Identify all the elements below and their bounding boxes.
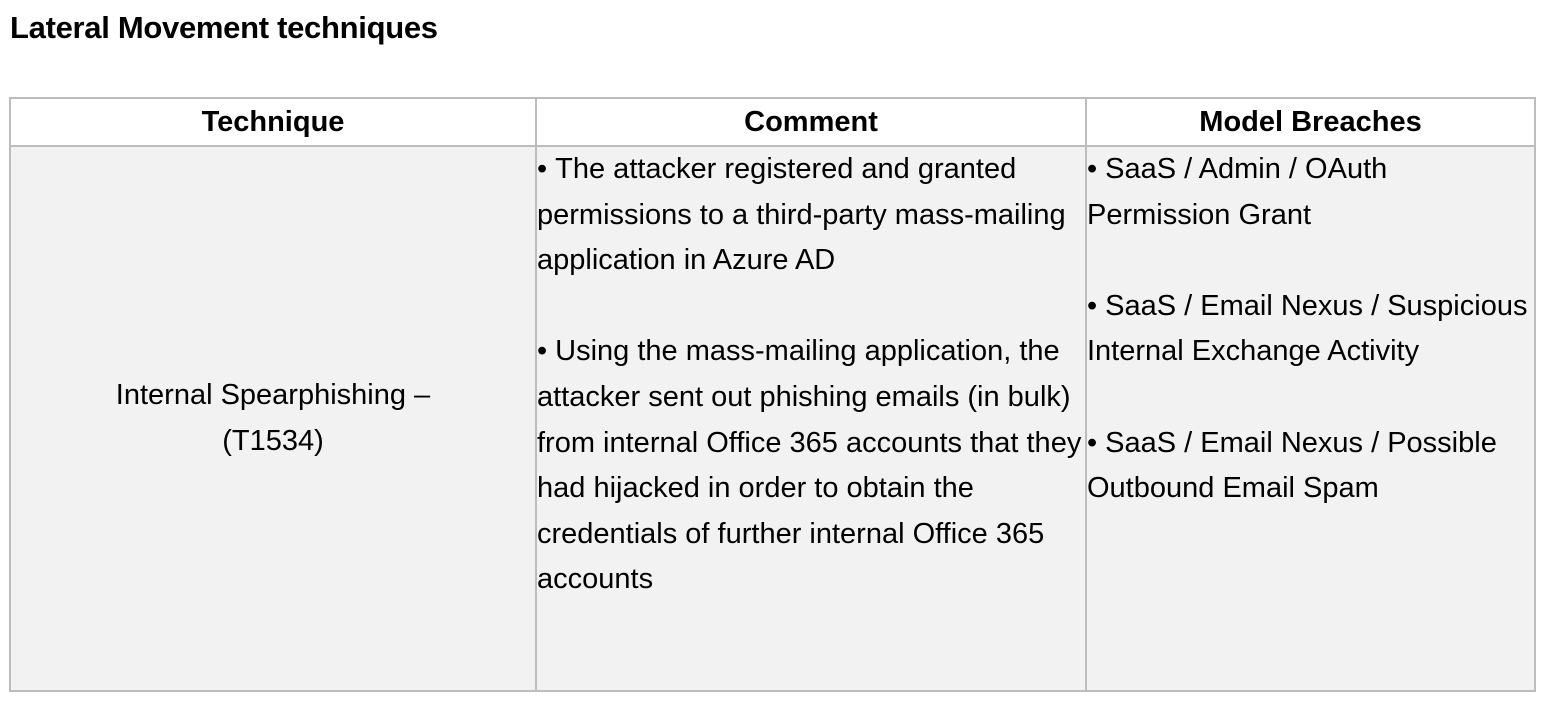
technique-name: Internal Spearphishing – [115,378,431,411]
paragraph-spacer [537,284,1085,330]
bullet-icon: • [537,153,548,185]
document-title: Lateral Movement techniques [10,10,438,45]
technique-id: (T1534) [222,424,324,457]
bullet-icon: • [537,335,548,368]
comment-item [537,147,1085,284]
model-breach-text: SaaS / Admin / OAuth Permission Grant [1087,153,1388,231]
column-header-comment: Comment [536,98,1086,146]
paragraph-spacer [1087,375,1534,421]
table-header-row [10,98,1535,146]
model-breach-item [1087,421,1534,512]
table-row [10,146,1535,691]
comment-text: Using the mass-mailing application, the attacker sent out phishing emails (in bulk) from internal Office 365 accounts that they had hijacked in order to obtain the credentials of further internal Office 365 accounts [537,335,1082,596]
comment-cell [536,146,1086,691]
comment-item [537,329,1085,603]
bullet-icon: • [1087,426,1098,459]
column-header-model-breaches: Model Breaches [1086,98,1535,146]
bullet-icon: • [1087,289,1098,322]
lateral-movement-table [9,97,1536,692]
comment-text: The attacker registered and granted permissions to a third-party mass-mailing application in Azure AD [537,153,1066,277]
model-breach-item [1087,147,1534,238]
model-breach-text: SaaS / Email Nexus / Possible Outbound Email Spam [1087,426,1497,505]
model-breach-item [1087,284,1534,375]
column-header-technique: Technique [10,98,536,146]
technique-cell [10,146,536,691]
paragraph-spacer [1087,238,1534,284]
model-breaches-cell [1086,146,1535,691]
model-breach-text: SaaS / Email Nexus / Suspicious Internal Exchange Activity [1087,289,1528,368]
bullet-icon: • [1087,153,1098,185]
